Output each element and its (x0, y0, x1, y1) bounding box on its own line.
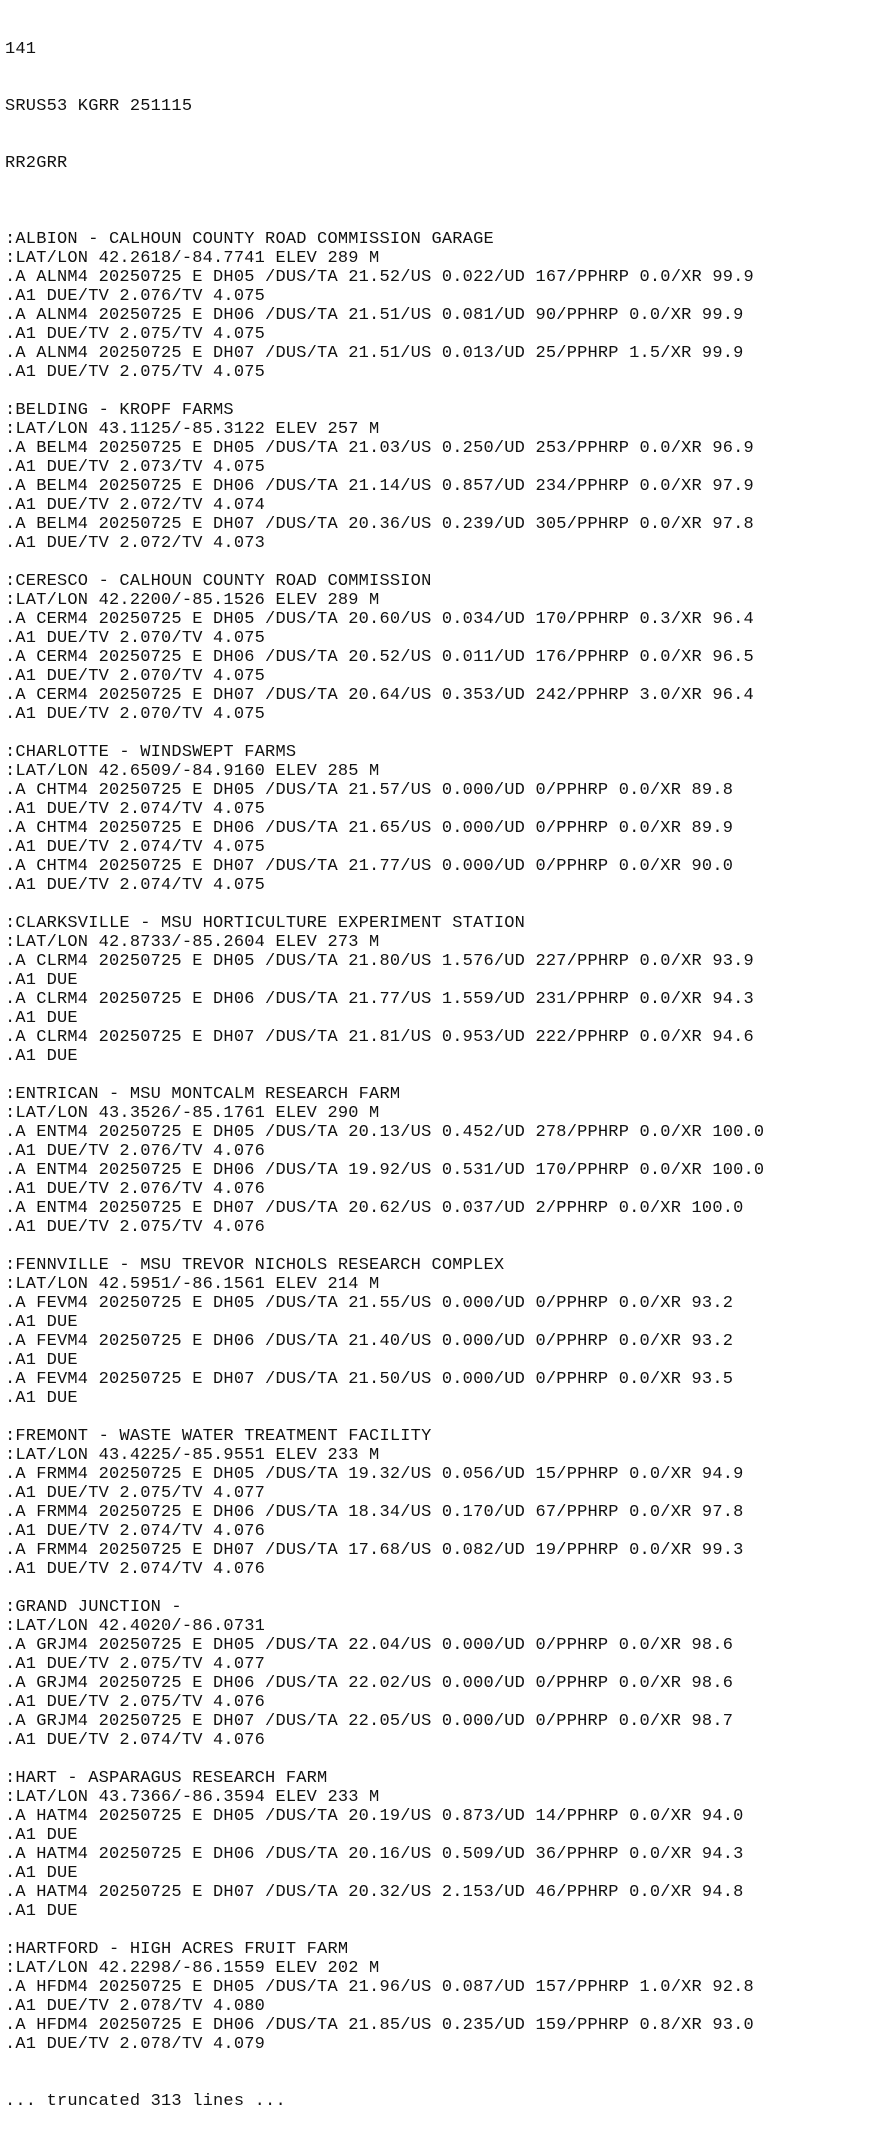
observation-continuation-line: .A1 DUE (5, 1826, 78, 1845)
observation-line: .A HATM4 20250725 E DH05 /DUS/TA 20.19/US 0.873/UD 14/PPHRP 0.0/XR 94.0 (5, 1807, 744, 1826)
observation-line: .A FEVM4 20250725 E DH06 /DUS/TA 21.40/US 0.000/UD 0/PPHRP 0.0/XR 93.2 (5, 1332, 734, 1351)
observation-continuation-line: .A1 DUE/TV 2.070/TV 4.075 (5, 667, 266, 686)
station-name: :ENTRICAN - MSU MONTCALM RESEARCH FARM (5, 1085, 401, 1104)
observation-line: .A HFDM4 20250725 E DH06 /DUS/TA 21.85/US 0.235/UD 159/PPHRP 0.8/XR 93.0 (5, 2016, 754, 2035)
station-latlon: :LAT/LON 42.2298/-86.1559 ELEV 202 M (5, 1959, 380, 1978)
blank-line (5, 1921, 883, 1940)
observation-continuation-line: .A1 DUE/TV 2.072/TV 4.074 (5, 496, 266, 515)
observation-continuation-line: .A1 DUE/TV 2.073/TV 4.075 (5, 458, 266, 477)
observation-line: .A CLRM4 20250725 E DH07 /DUS/TA 21.81/US 0.953/UD 222/PPHRP 0.0/XR 94.6 (5, 1028, 754, 1047)
station-name: :HART - ASPARAGUS RESEARCH FARM (5, 1769, 328, 1788)
observation-line: .A HATM4 20250725 E DH07 /DUS/TA 20.32/US 2.153/UD 46/PPHRP 0.0/XR 94.8 (5, 1883, 744, 1902)
observation-line: .A BELM4 20250725 E DH05 /DUS/TA 21.03/US 0.250/UD 253/PPHRP 0.0/XR 96.9 (5, 439, 754, 458)
observation-line: .A CHTM4 20250725 E DH05 /DUS/TA 21.57/US 0.000/UD 0/PPHRP 0.0/XR 89.8 (5, 781, 734, 800)
station-block (5, 211, 883, 382)
station-latlon: :LAT/LON 43.4225/-85.9551 ELEV 233 M (5, 1446, 380, 1465)
observation-line: .A GRJM4 20250725 E DH07 /DUS/TA 22.05/US 0.000/UD 0/PPHRP 0.0/XR 98.7 (5, 1712, 734, 1731)
observation-line: .A CERM4 20250725 E DH07 /DUS/TA 20.64/US 0.353/UD 242/PPHRP 3.0/XR 96.4 (5, 686, 754, 705)
station-name: :FREMONT - WASTE WATER TREATMENT FACILITY (5, 1427, 432, 1446)
station-name: :GRAND JUNCTION - (5, 1598, 182, 1617)
observation-line: .A ALNM4 20250725 E DH05 /DUS/TA 21.52/US 0.022/UD 167/PPHRP 0.0/XR 99.9 (5, 268, 754, 287)
observation-line: .A FRMM4 20250725 E DH05 /DUS/TA 19.32/US 0.056/UD 15/PPHRP 0.0/XR 94.9 (5, 1465, 744, 1484)
station-name: :ALBION - CALHOUN COUNTY ROAD COMMISSION GARAGE (5, 230, 494, 249)
station-name: :BELDING - KROPF FARMS (5, 401, 234, 420)
observation-line: .A ENTM4 20250725 E DH05 /DUS/TA 20.13/US 0.452/UD 278/PPHRP 0.0/XR 100.0 (5, 1123, 765, 1142)
observation-continuation-line: .A1 DUE/TV 2.074/TV 4.075 (5, 800, 266, 819)
observation-line: .A HFDM4 20250725 E DH05 /DUS/TA 21.96/US 0.087/UD 157/PPHRP 1.0/XR 92.8 (5, 1978, 754, 1997)
observation-continuation-line: .A1 DUE (5, 1313, 78, 1332)
observation-line: .A ALNM4 20250725 E DH07 /DUS/TA 21.51/US 0.013/UD 25/PPHRP 1.5/XR 99.9 (5, 344, 744, 363)
observation-continuation-line: .A1 DUE/TV 2.074/TV 4.076 (5, 1731, 266, 1750)
blank-line (5, 1237, 883, 1256)
observation-continuation-line: .A1 DUE (5, 971, 78, 990)
bulletin-line-header: 141 (5, 40, 37, 59)
observation-continuation-line: .A1 DUE (5, 1351, 78, 1370)
observation-line: .A FEVM4 20250725 E DH07 /DUS/TA 21.50/US 0.000/UD 0/PPHRP 0.0/XR 93.5 (5, 1370, 734, 1389)
station-latlon: :LAT/LON 43.1125/-85.3122 ELEV 257 M (5, 420, 380, 439)
observation-continuation-line: .A1 DUE/TV 2.076/TV 4.075 (5, 287, 266, 306)
blank-line (5, 1408, 883, 1427)
station-latlon: :LAT/LON 42.2618/-84.7741 ELEV 289 M (5, 249, 380, 268)
observation-line: .A CLRM4 20250725 E DH06 /DUS/TA 21.77/US 1.559/UD 231/PPHRP 0.0/XR 94.3 (5, 990, 754, 1009)
observation-line: .A GRJM4 20250725 E DH05 /DUS/TA 22.04/US 0.000/UD 0/PPHRP 0.0/XR 98.6 (5, 1636, 734, 1655)
observation-continuation-line: .A1 DUE (5, 1009, 78, 1028)
bulletin-line-header: RR2GRR (5, 154, 68, 173)
blank-line (5, 382, 883, 401)
blank-line (5, 211, 883, 230)
observation-continuation-line: .A1 DUE (5, 1047, 78, 1066)
station-block (5, 553, 883, 724)
station-name: :HARTFORD - HIGH ACRES FRUIT FARM (5, 1940, 349, 1959)
blank-line (5, 724, 883, 743)
observation-continuation-line: .A1 DUE/TV 2.075/TV 4.076 (5, 1218, 266, 1237)
observation-continuation-line: .A1 DUE/TV 2.072/TV 4.073 (5, 534, 266, 553)
station-latlon: :LAT/LON 43.3526/-85.1761 ELEV 290 M (5, 1104, 380, 1123)
observation-line: .A CERM4 20250725 E DH05 /DUS/TA 20.60/US 0.034/UD 170/PPHRP 0.3/XR 96.4 (5, 610, 754, 629)
observation-continuation-line: .A1 DUE/TV 2.078/TV 4.080 (5, 1997, 266, 2016)
station-latlon: :LAT/LON 42.5951/-86.1561 ELEV 214 M (5, 1275, 380, 1294)
truncation-notice: ... truncated 313 lines ... (5, 2092, 286, 2111)
station-latlon: :LAT/LON 42.2200/-85.1526 ELEV 289 M (5, 591, 380, 610)
observation-line: .A BELM4 20250725 E DH07 /DUS/TA 20.36/US 0.239/UD 305/PPHRP 0.0/XR 97.8 (5, 515, 754, 534)
observation-continuation-line: .A1 DUE/TV 2.075/TV 4.075 (5, 363, 266, 382)
bulletin-document (5, 2, 883, 2130)
station-block (5, 382, 883, 553)
bulletin-line-header: SRUS53 KGRR 251115 (5, 97, 193, 116)
observation-continuation-line: .A1 DUE/TV 2.074/TV 4.075 (5, 838, 266, 857)
observation-continuation-line: .A1 DUE/TV 2.074/TV 4.076 (5, 1560, 266, 1579)
observation-line: .A GRJM4 20250725 E DH06 /DUS/TA 22.02/US 0.000/UD 0/PPHRP 0.0/XR 98.6 (5, 1674, 734, 1693)
observation-continuation-line: .A1 DUE/TV 2.078/TV 4.079 (5, 2035, 266, 2054)
observation-line: .A CHTM4 20250725 E DH07 /DUS/TA 21.77/US 0.000/UD 0/PPHRP 0.0/XR 90.0 (5, 857, 734, 876)
station-block (5, 1066, 883, 1237)
observation-continuation-line: .A1 DUE (5, 1902, 78, 1921)
observation-continuation-line: .A1 DUE/TV 2.070/TV 4.075 (5, 705, 266, 724)
blank-line (5, 895, 883, 914)
station-block (5, 1408, 883, 1579)
observation-line: .A ALNM4 20250725 E DH06 /DUS/TA 21.51/US 0.081/UD 90/PPHRP 0.0/XR 99.9 (5, 306, 744, 325)
station-latlon: :LAT/LON 42.6509/-84.9160 ELEV 285 M (5, 762, 380, 781)
station-latlon: :LAT/LON 42.4020/-86.0731 (5, 1617, 266, 1636)
observation-line: .A ENTM4 20250725 E DH06 /DUS/TA 19.92/US 0.531/UD 170/PPHRP 0.0/XR 100.0 (5, 1161, 765, 1180)
station-block (5, 724, 883, 895)
observation-line: .A FRMM4 20250725 E DH06 /DUS/TA 18.34/US 0.170/UD 67/PPHRP 0.0/XR 97.8 (5, 1503, 744, 1522)
blank-line (5, 1579, 883, 1598)
station-block (5, 895, 883, 1066)
observation-line: .A ENTM4 20250725 E DH07 /DUS/TA 20.62/US 0.037/UD 2/PPHRP 0.0/XR 100.0 (5, 1199, 744, 1218)
observation-line: .A HATM4 20250725 E DH06 /DUS/TA 20.16/US 0.509/UD 36/PPHRP 0.0/XR 94.3 (5, 1845, 744, 1864)
observation-continuation-line: .A1 DUE/TV 2.076/TV 4.076 (5, 1142, 266, 1161)
station-name: :CERESCO - CALHOUN COUNTY ROAD COMMISSION (5, 572, 432, 591)
station-block (5, 1237, 883, 1408)
observation-continuation-line: .A1 DUE (5, 1389, 78, 1408)
station-list (5, 211, 883, 2054)
station-block (5, 1921, 883, 2054)
blank-line (5, 1750, 883, 1769)
station-block (5, 1750, 883, 1921)
observation-line: .A CLRM4 20250725 E DH05 /DUS/TA 21.80/US 1.576/UD 227/PPHRP 0.0/XR 93.9 (5, 952, 754, 971)
observation-line: .A FRMM4 20250725 E DH07 /DUS/TA 17.68/US 0.082/UD 19/PPHRP 0.0/XR 99.3 (5, 1541, 744, 1560)
observation-continuation-line: .A1 DUE/TV 2.074/TV 4.075 (5, 876, 266, 895)
observation-continuation-line: .A1 DUE/TV 2.076/TV 4.076 (5, 1180, 266, 1199)
blank-line (5, 553, 883, 572)
observation-line: .A BELM4 20250725 E DH06 /DUS/TA 21.14/US 0.857/UD 234/PPHRP 0.0/XR 97.9 (5, 477, 754, 496)
observation-line: .A CERM4 20250725 E DH06 /DUS/TA 20.52/US 0.011/UD 176/PPHRP 0.0/XR 96.5 (5, 648, 754, 667)
station-latlon: :LAT/LON 43.7366/-86.3594 ELEV 233 M (5, 1788, 380, 1807)
observation-continuation-line: .A1 DUE/TV 2.074/TV 4.076 (5, 1522, 266, 1541)
observation-continuation-line: .A1 DUE (5, 1864, 78, 1883)
observation-continuation-line: .A1 DUE/TV 2.075/TV 4.077 (5, 1484, 266, 1503)
station-name: :FENNVILLE - MSU TREVOR NICHOLS RESEARCH COMPLEX (5, 1256, 505, 1275)
observation-continuation-line: .A1 DUE/TV 2.075/TV 4.075 (5, 325, 266, 344)
blank-line (5, 1066, 883, 1085)
observation-continuation-line: .A1 DUE/TV 2.075/TV 4.076 (5, 1693, 266, 1712)
observation-continuation-line: .A1 DUE/TV 2.075/TV 4.077 (5, 1655, 266, 1674)
observation-continuation-line: .A1 DUE/TV 2.070/TV 4.075 (5, 629, 266, 648)
observation-line: .A CHTM4 20250725 E DH06 /DUS/TA 21.65/US 0.000/UD 0/PPHRP 0.0/XR 89.9 (5, 819, 734, 838)
observation-line: .A FEVM4 20250725 E DH05 /DUS/TA 21.55/US 0.000/UD 0/PPHRP 0.0/XR 93.2 (5, 1294, 734, 1313)
station-latlon: :LAT/LON 42.8733/-85.2604 ELEV 273 M (5, 933, 380, 952)
station-name: :CHARLOTTE - WINDSWEPT FARMS (5, 743, 297, 762)
station-name: :CLARKSVILLE - MSU HORTICULTURE EXPERIMENT STATION (5, 914, 526, 933)
station-block (5, 1579, 883, 1750)
